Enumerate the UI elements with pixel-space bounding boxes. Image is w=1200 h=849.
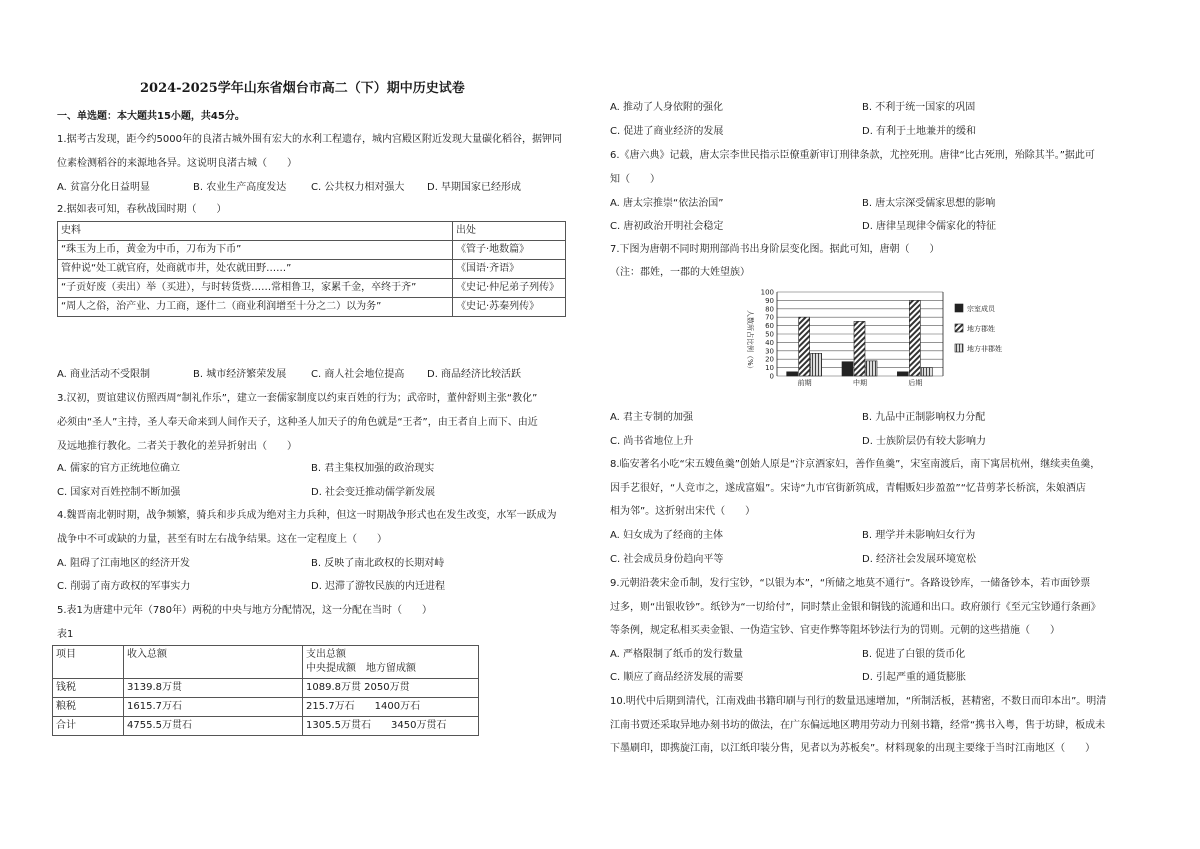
q3-option-d: D. 社会变迁推动儒学新发展 <box>311 487 436 498</box>
table-cell: 4755.5万贯石 <box>124 717 303 736</box>
table-cell: 钱税 <box>53 679 124 698</box>
q2-option-a: A. 商业活动不受限制 <box>57 369 151 380</box>
q1-stem-line2: 位素检测稻谷的来源地各异。这说明良渚古城（ ） <box>57 158 297 169</box>
q10-stem-line1: 10.明代中后期到清代，江南戏曲书籍印刷与刊行的数量迅速增加，“所制活板，甚精密，不数日而印本出”。明清 <box>610 696 1107 707</box>
y-tick-label: 30 <box>765 347 774 356</box>
q1-option-d: D. 早期国家已经形成 <box>427 182 522 193</box>
q3-stem-line2: 必须由“圣人”主持，圣人奉天命来到人间作天子，这种圣人加天子的角色就是“王者”，由王者自上而下、由近 <box>57 417 538 428</box>
q7-option-c: C. 尚书省地位上升 <box>610 436 694 447</box>
table-cell: “子贡好废（卖出）举（买进），与时转货赀……常相鲁卫，家累千金，卒终于齐” <box>58 279 453 298</box>
table-header-group <box>303 646 479 679</box>
table-cell: 合计 <box>53 717 124 736</box>
q7-bar-chart <box>743 288 1043 404</box>
table-header: 出处 <box>453 222 566 241</box>
legend <box>955 304 1002 353</box>
table-cell: 管仲说“处工就官府，处商就市井，处农就田野……” <box>58 260 453 279</box>
q3-stem-line3: 及远地推行教化。二者关于教化的差异折射出（ ） <box>57 441 297 452</box>
bar <box>921 368 932 376</box>
table-cell: “周人之俗，治产业、力工商，逐什二（商业利润增至十分之二）以为务” <box>58 298 453 317</box>
table-header: 支出总额 <box>306 649 346 660</box>
q8-stem-line3: 相为邻”。这折射出宋代（ ） <box>610 506 756 517</box>
y-tick-label: 100 <box>760 288 774 297</box>
q6-option-b: B. 唐太宗深受儒家思想的影响 <box>862 198 996 209</box>
q5-option-d: D. 有利于土地兼并的缓和 <box>862 126 977 137</box>
q9-stem-line2: 过多，则“出银收钞”。纸钞为“一切给付”，同时禁止金银和铜钱的流通和出口。政府颁行《至元宝钞通行条画》 <box>610 602 1101 613</box>
table-cell: 1305.5万贯石 3450万贯石 <box>303 717 479 736</box>
table-cell: 《史记·苏秦列传》 <box>453 298 566 317</box>
y-tick-label: 0 <box>769 372 774 381</box>
x-tick-label: 前期 <box>797 379 812 387</box>
q6-stem-line1: 6.《唐六典》记载，唐太宗李世民指示臣僚重新审订刑律条款，尤控死刑。唐律“比古死刑，殆除其半。”据此可 <box>610 150 1095 161</box>
q1-option-b: B. 农业生产高度发达 <box>193 182 287 193</box>
q8-stem-line1: 8.临安著名小吃“宋五嫂鱼羹”创始人原是“汴京酒家妇，善作鱼羹”，宋室南渡后，南下寓居杭州，继续卖鱼羹， <box>610 459 1101 470</box>
y-axis-title: 人数所占比例（%） <box>746 310 754 373</box>
y-tick-label: 20 <box>765 355 774 364</box>
q3-option-b: B. 君主集权加强的政治现实 <box>311 463 435 474</box>
q3-option-a: A. 儒家的官方正统地位确立 <box>57 463 181 474</box>
q9-option-d: D. 引起严重的通货膨胀 <box>862 672 967 683</box>
q4-option-c: C. 削弱了南方政权的军事实力 <box>57 581 191 592</box>
q9-stem-line3: 等条例，规定私相买卖金银、一伪造宝钞、官吏作弊等阻坏钞法行为的罚则。元朝的这些措施（ ） <box>610 625 1060 636</box>
q9-stem-line1: 9.元朝沿袭宋金币制，发行宝钞，“以银为本”，“所储之地莫不通行”。各路设钞库，一储备钞本，若市面钞票 <box>610 578 1091 589</box>
y-tick-labels <box>761 289 774 381</box>
y-tick-label: 50 <box>765 330 774 339</box>
bar <box>866 361 877 376</box>
table-cell: 粮税 <box>53 698 124 717</box>
y-tick-label: 80 <box>765 305 774 314</box>
q7-stem: 7.下图为唐朝不同时期刑部尚书出身阶层变化图。据此可知，唐朝（ ） <box>610 244 940 255</box>
table-subheader: 中央提成额 地方留成额 <box>306 663 416 674</box>
legend-swatch <box>955 324 963 332</box>
q2-source-table <box>57 221 566 317</box>
x-tick-label: 中期 <box>853 379 867 387</box>
q4-option-b: B. 反映了南北政权的长期对峙 <box>311 558 445 569</box>
q9-option-a: A. 严格限制了纸币的发行数量 <box>610 649 744 660</box>
q5-option-a: A. 推动了人身依附的强化 <box>610 102 724 113</box>
q3-option-c: C. 国家对百姓控制不断加强 <box>57 487 181 498</box>
bar <box>854 321 865 376</box>
table-cell: 3139.8万贯 <box>124 679 303 698</box>
legend-swatch <box>955 304 963 312</box>
q10-stem-line2: 江南书贾还采取异地办刻书坊的做法，在广东偏远地区聘用劳动力刊刻书籍，经常“携书入粤，售于坊肆，板成未 <box>610 720 1106 731</box>
q6-option-a: A. 唐太宗推崇“依法治国” <box>610 198 724 209</box>
table-cell: 《国语·齐语》 <box>453 260 566 279</box>
legend-label: 地方郡姓 <box>967 325 995 333</box>
y-tick-label: 40 <box>765 338 774 347</box>
q7-option-a: A. 君主专制的加强 <box>610 412 694 423</box>
table-label: 表1 <box>57 629 74 640</box>
section-heading: 一、单选题：本大题共15小题，共45分。 <box>57 111 245 122</box>
q3-stem-line1: 3.汉初，贾谊建议仿照西周“制礼作乐”，建立一套儒家制度以约束百姓的行为；武帝时，董仲舒则主张“教化” <box>57 393 538 404</box>
q1-option-a: A. 贫富分化日益明显 <box>57 182 151 193</box>
bar <box>842 362 853 376</box>
q4-stem-line1: 4.魏晋南北朝时期，战争频繁，骑兵和步兵成为绝对主力兵种，但这一时期战争形式也在发生改变，水军一跃成为 <box>57 510 557 521</box>
q5-stem: 5.表1为唐建中元年（780年）两税的中央与地方分配情况，这一分配在当时（ ） <box>57 605 432 616</box>
q9-option-c: C. 顺应了商品经济发展的需要 <box>610 672 744 683</box>
table-header: 收入总额 <box>124 646 303 679</box>
q8-option-a: A. 妇女成为了经商的主体 <box>610 530 724 541</box>
q4-option-d: D. 迟滞了游牧民族的内迁进程 <box>311 581 446 592</box>
q1-stem-line1: 1.据考古发现，距今约5000年的良渚古城外围有宏大的水利工程遗存，城内宫殿区附近发现大量碳化稻谷，据钾同 <box>57 134 562 145</box>
bar <box>787 372 798 376</box>
q6-option-c: C. 唐初政治开明社会稳定 <box>610 221 724 232</box>
q6-option-d: D. 唐律呈现律令儒家化的特征 <box>862 221 997 232</box>
table-cell: 《管子·地数篇》 <box>453 241 566 260</box>
page-title: 2024-2025学年山东省烟台市高二（下）期中历史试卷 <box>140 81 465 96</box>
table-cell: 1089.8万贯 2050万贯 <box>303 679 479 698</box>
x-tick-label: 后期 <box>908 379 923 387</box>
q8-stem-line2: 因手艺很好，“人竞市之，遂成富媪”。宋诗“九市官街新筑成，青帽贩妇步盈盈”“忆昔剪茅长桥滨，朱娘酒店 <box>610 483 1086 494</box>
bars <box>787 300 933 376</box>
legend-swatch <box>955 344 963 352</box>
q5-tax-table <box>52 645 479 736</box>
x-tick-labels <box>798 378 923 387</box>
bar <box>811 353 822 376</box>
q2-option-c: C. 商人社会地位提高 <box>311 369 405 380</box>
y-tick-label: 10 <box>765 364 774 373</box>
y-tick-label: 70 <box>765 313 774 322</box>
bar <box>897 372 908 376</box>
q8-option-c: C. 社会成员身份趋向平等 <box>610 554 724 565</box>
q4-option-a: A. 阻碍了江南地区的经济开发 <box>57 558 191 569</box>
table-header: 史料 <box>58 222 453 241</box>
q2-option-b: B. 城市经济繁荣发展 <box>193 369 287 380</box>
q2-option-d: D. 商品经济比较活跃 <box>427 369 522 380</box>
q6-stem-line2: 知（ ） <box>610 174 660 185</box>
q7-note: （注：郡姓，一郡的大姓望族） <box>610 267 750 278</box>
q2-stem: 2.据如表可知，春秋战国时期（ ） <box>57 204 227 215</box>
legend-label: 地方非郡姓 <box>967 345 1002 353</box>
q8-option-b: B. 理学并未影响妇女行为 <box>862 530 976 541</box>
q7-option-b: B. 九品中正制影响权力分配 <box>862 412 986 423</box>
table-cell: 1615.7万石 <box>124 698 303 717</box>
q5-option-c: C. 促进了商业经济的发展 <box>610 126 724 137</box>
q5-option-b: B. 不利于统一国家的巩固 <box>862 102 976 113</box>
y-tick-label: 90 <box>765 296 774 305</box>
q4-stem-line2: 战争中不可或缺的力量，甚至有时左右战争结果。这在一定程度上（ ） <box>57 534 387 545</box>
bar <box>909 300 920 376</box>
q7-option-d: D. 士族阶层仍有较大影响力 <box>862 436 987 447</box>
table-cell: “珠玉为上币，黄金为中币，刀布为下币” <box>58 241 453 260</box>
q9-option-b: B. 促进了白银的货币化 <box>862 649 966 660</box>
table-header: 项目 <box>53 646 124 679</box>
bar <box>799 317 810 376</box>
q8-option-d: D. 经济社会发展环境宽松 <box>862 554 977 565</box>
y-tick-label: 60 <box>765 322 774 331</box>
legend-label: 宗室成员 <box>967 305 995 313</box>
table-cell: 《史记·仲尼弟子列传》 <box>453 279 566 298</box>
q10-stem-line3: 下墨刷印，即携旋江南，以江纸印装分售，见者以为苏板矣”。材料现象的出现主要缘于当时江南地区（ ） <box>610 743 1096 754</box>
q1-option-c: C. 公共权力相对强大 <box>311 182 405 193</box>
table-cell: 215.7万石 1400万石 <box>303 698 479 717</box>
